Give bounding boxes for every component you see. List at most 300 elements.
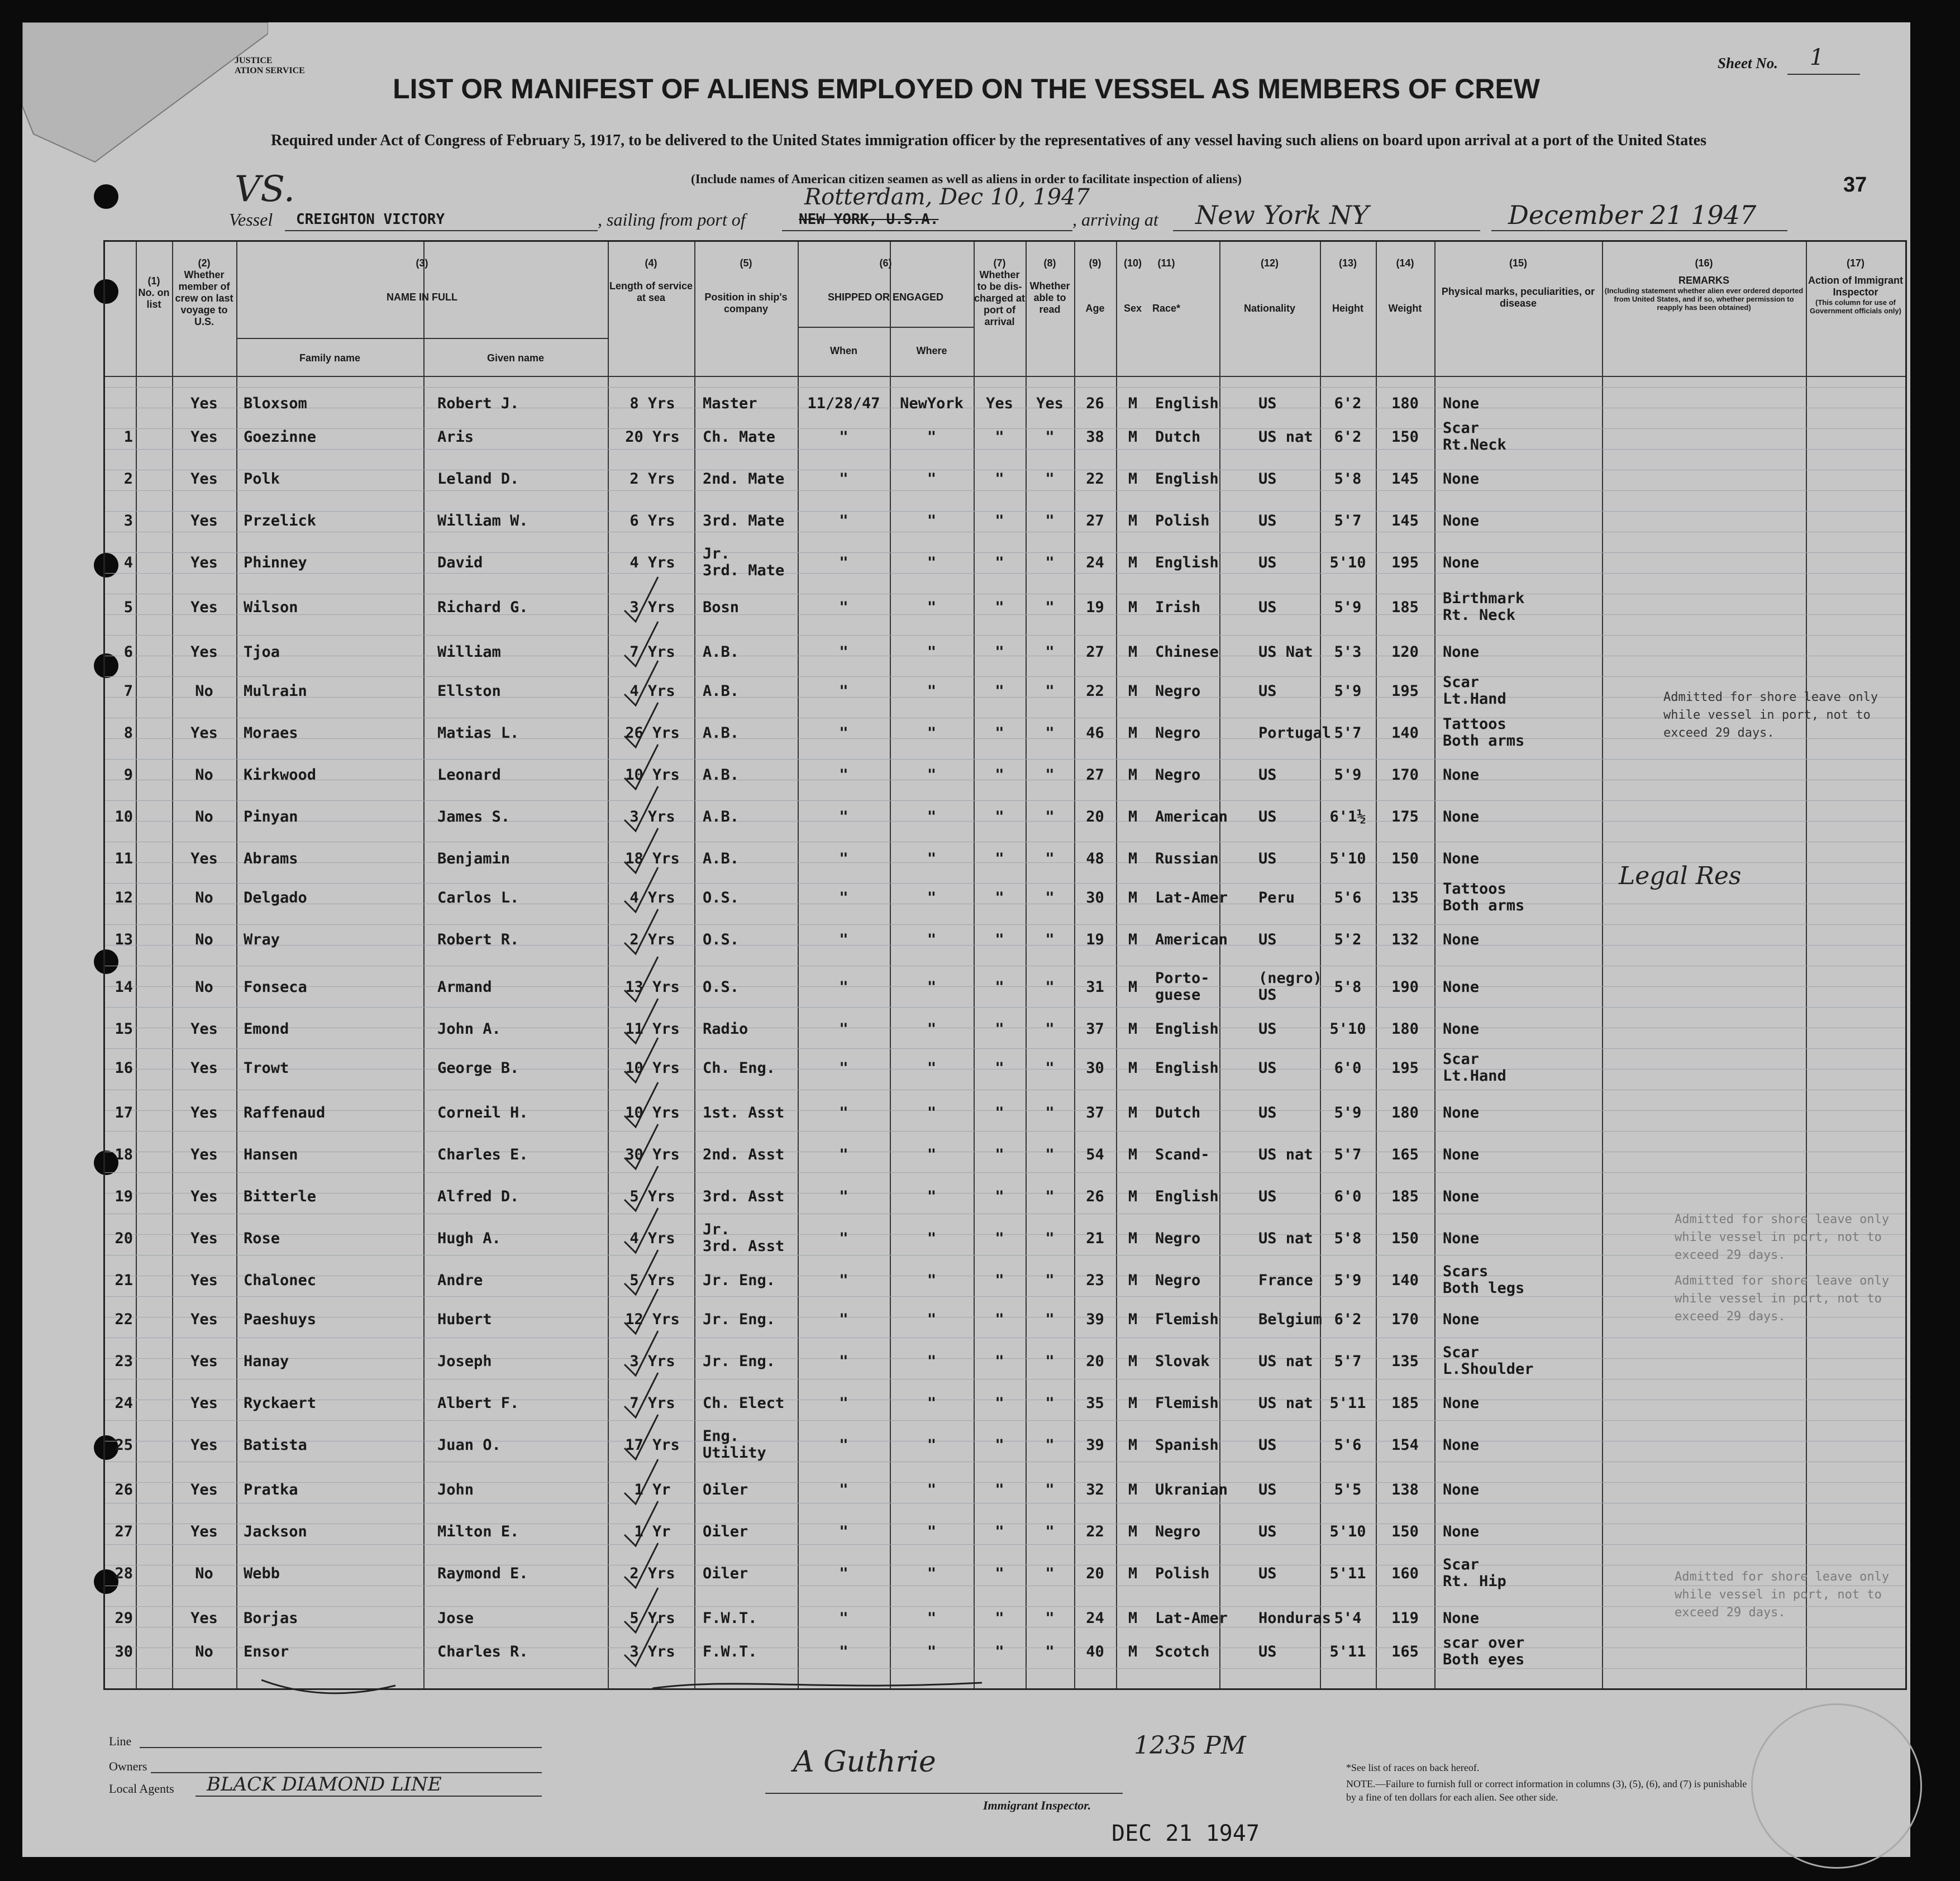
crew-race-cell: Ukranian xyxy=(1155,1481,1228,1498)
check-mark xyxy=(624,1082,658,1127)
crew-service-cell: 2 Yrs xyxy=(630,1565,675,1582)
crew-where-cell: " xyxy=(927,428,937,446)
crew-weight-cell: 138 xyxy=(1391,1481,1419,1498)
crew-marks-cell: Tattoos Both arms xyxy=(1443,715,1525,749)
crew-position-cell: Jr. 3rd. Mate xyxy=(703,545,785,579)
crew-service-cell: 26 Yrs xyxy=(625,724,680,742)
crew-position-cell: F.W.T. xyxy=(703,1643,757,1660)
crew-given-cell: Charles R. xyxy=(437,1643,528,1660)
crew-no-cell: 14 xyxy=(115,978,133,996)
crew-service-cell: 12 Yrs xyxy=(625,1311,680,1328)
crew-race-cell: Scand- xyxy=(1155,1146,1210,1163)
check-mark xyxy=(624,1415,658,1459)
crew-sex-cell: M xyxy=(1128,1395,1138,1412)
crew-nat-cell: US Nat xyxy=(1258,643,1313,661)
crew-weight-cell: 135 xyxy=(1391,889,1419,906)
crew-race-cell: Negro xyxy=(1155,1523,1201,1540)
crew-sex-cell: M xyxy=(1128,766,1138,784)
check-mark xyxy=(624,622,658,666)
crew-voyage-cell: Yes xyxy=(190,554,218,571)
crew-discharged-cell: " xyxy=(995,808,1004,825)
crew-read-cell: " xyxy=(1045,889,1055,906)
inspector-signature: A Guthrie xyxy=(793,1745,936,1779)
crew-sex-cell: M xyxy=(1128,1565,1138,1582)
crew-weight-cell: 195 xyxy=(1391,1059,1419,1077)
crew-marks-cell: None xyxy=(1443,470,1480,488)
crew-no-cell: 26 xyxy=(115,1481,133,1498)
crew-given-cell: Benjamin xyxy=(437,850,511,867)
check-mark xyxy=(624,1621,658,1666)
crew-service-cell: 7 Yrs xyxy=(630,643,675,661)
crew-no-cell: 30 xyxy=(115,1643,133,1660)
crew-where-cell: " xyxy=(927,1353,937,1370)
crew-height-cell: 5'9 xyxy=(1334,1104,1362,1121)
arriving-at: New York NY xyxy=(1195,200,1369,230)
crew-discharged-cell: " xyxy=(995,1610,1004,1627)
crew-nat-cell: US xyxy=(1258,1643,1277,1660)
crew-position-cell: A.B. xyxy=(703,850,740,867)
crew-age-cell: 40 xyxy=(1086,1643,1104,1660)
crew-read-cell: " xyxy=(1045,554,1055,571)
crew-nat-cell: US xyxy=(1258,931,1277,948)
crew-service-cell: 1 Yr xyxy=(634,1523,671,1540)
crew-service-cell: 11 Yrs xyxy=(625,1020,680,1038)
crew-discharged-cell: " xyxy=(995,1353,1004,1370)
crew-given-cell: Leonard xyxy=(437,766,501,784)
crew-read-cell: " xyxy=(1045,1523,1055,1540)
crew-where-cell: " xyxy=(927,1272,937,1289)
check-mark xyxy=(624,1331,658,1376)
crew-height-cell: 5'4 xyxy=(1334,1610,1362,1627)
crew-sex-cell: M xyxy=(1128,1230,1138,1247)
crew-when-cell: " xyxy=(839,512,848,529)
crew-weight-cell: 132 xyxy=(1391,931,1419,948)
crew-marks-cell: None xyxy=(1443,1481,1480,1498)
check-mark xyxy=(624,1501,658,1546)
crew-weight-cell: 175 xyxy=(1391,808,1419,825)
crew-family-cell: Hansen xyxy=(244,1146,298,1163)
crew-given-cell: John xyxy=(437,1481,474,1498)
crew-height-cell: 6'1½ xyxy=(1329,808,1366,825)
crew-no-cell: 12 xyxy=(115,889,133,906)
crew-given-cell: Charles E. xyxy=(437,1146,528,1163)
crew-discharged-cell: " xyxy=(995,470,1004,488)
crew-position-cell: F.W.T. xyxy=(703,1610,757,1627)
crew-voyage-cell: Yes xyxy=(190,1104,218,1121)
crew-read-cell: " xyxy=(1045,1311,1055,1328)
crew-height-cell: 6'2 xyxy=(1334,395,1362,412)
crew-when-cell: " xyxy=(839,554,848,571)
crew-weight-cell: 195 xyxy=(1391,682,1419,700)
col-13-header: (13) Height xyxy=(1332,257,1363,314)
manifest-sheet xyxy=(22,22,1910,1857)
crew-read-cell: " xyxy=(1045,1188,1055,1205)
crew-nat-cell: Portugal xyxy=(1258,724,1332,742)
crew-marks-cell: None xyxy=(1443,1523,1480,1540)
crew-when-cell: " xyxy=(839,850,848,867)
crew-read-cell: " xyxy=(1045,808,1055,825)
col-5-header: (5) Position in ship's company xyxy=(704,257,788,314)
crew-family-cell: Fonseca xyxy=(244,978,307,996)
crew-service-cell: 3 Yrs xyxy=(630,1353,675,1370)
crew-age-cell: 26 xyxy=(1086,395,1104,412)
crew-read-cell: " xyxy=(1045,1230,1055,1247)
crew-age-cell: 22 xyxy=(1086,682,1104,700)
crew-weight-cell: 165 xyxy=(1391,1146,1419,1163)
crew-nat-cell: France xyxy=(1258,1272,1313,1289)
crew-when-cell: " xyxy=(839,1523,848,1540)
crew-sex-cell: M xyxy=(1128,1523,1138,1540)
crew-no-cell: 6 xyxy=(123,643,133,661)
crew-age-cell: 19 xyxy=(1086,599,1104,616)
crew-race-cell: Dutch xyxy=(1155,428,1201,446)
col-2-header: (2) Whether member of crew on last voyage to U.S. xyxy=(175,257,233,327)
crew-age-cell: 35 xyxy=(1086,1395,1104,1412)
crew-service-cell: 10 Yrs xyxy=(625,1104,680,1121)
crew-service-cell: 10 Yrs xyxy=(625,766,680,784)
crew-given-cell: Carlos L. xyxy=(437,889,519,906)
crew-sex-cell: M xyxy=(1128,1610,1138,1627)
crew-given-cell: Juan O. xyxy=(437,1436,501,1454)
col-3-header: (3) NAME IN FULL xyxy=(387,257,457,303)
crew-given-cell: Aris xyxy=(437,428,474,446)
crew-voyage-cell: Yes xyxy=(190,1272,218,1289)
check-mark xyxy=(624,1208,658,1253)
crew-family-cell: Goezinne xyxy=(244,428,317,446)
crew-discharged-cell: " xyxy=(995,1104,1004,1121)
check-mark xyxy=(624,661,658,705)
crew-discharged-cell: Yes xyxy=(986,395,1013,412)
crew-age-cell: 32 xyxy=(1086,1481,1104,1498)
crew-read-cell: " xyxy=(1045,1395,1055,1412)
crew-family-cell: Jackson xyxy=(244,1523,307,1540)
col-8-header: (8) Whether able to read xyxy=(1029,257,1070,315)
subtitle: Required under Act of Congress of February 5, 1917, to be delivered to the United States immigration officer by the representatives of any vessel having such aliens on board upon arrival at a port of the United States xyxy=(271,132,1706,149)
crew-no-cell: 24 xyxy=(115,1395,133,1412)
crew-service-cell: 3 Yrs xyxy=(630,808,675,825)
crew-weight-cell: 185 xyxy=(1391,1188,1419,1205)
crew-weight-cell: 140 xyxy=(1391,724,1419,742)
crew-voyage-cell: No xyxy=(195,889,213,906)
crew-read-cell: " xyxy=(1045,1059,1055,1077)
crew-family-cell: Bitterle xyxy=(244,1188,317,1205)
crew-when-cell: " xyxy=(839,643,848,661)
crew-where-cell: " xyxy=(927,1230,937,1247)
crew-marks-cell: None xyxy=(1443,1311,1480,1328)
crew-no-cell: 19 xyxy=(115,1188,133,1205)
crew-no-cell: 11 xyxy=(115,850,133,867)
check-mark xyxy=(624,1289,658,1334)
crew-when-cell: " xyxy=(839,1059,848,1077)
crew-table xyxy=(103,240,1907,1690)
col-9-header: (9) Age xyxy=(1085,257,1105,314)
crew-no-cell: 17 xyxy=(115,1104,133,1121)
crew-age-cell: 24 xyxy=(1086,554,1104,571)
crew-nat-cell: US xyxy=(1258,1104,1277,1121)
crew-where-cell: " xyxy=(927,643,937,661)
crew-when-cell: " xyxy=(839,766,848,784)
punch-hole xyxy=(94,184,118,209)
crew-position-cell: 2nd. Asst xyxy=(703,1146,785,1163)
col-6b-header: Where xyxy=(916,345,947,356)
crew-race-cell: English xyxy=(1155,1188,1219,1205)
crew-discharged-cell: " xyxy=(995,1436,1004,1454)
crew-discharged-cell: " xyxy=(995,682,1004,700)
crew-race-cell: Dutch xyxy=(1155,1104,1201,1121)
crew-voyage-cell: Yes xyxy=(190,724,218,742)
crew-height-cell: 5'8 xyxy=(1334,470,1362,488)
crew-where-cell: " xyxy=(927,1146,937,1163)
crew-height-cell: 6'2 xyxy=(1334,1311,1362,1328)
crew-no-cell: 10 xyxy=(115,808,133,825)
crew-weight-cell: 150 xyxy=(1391,850,1419,867)
crew-no-cell: 7 xyxy=(123,682,133,700)
crew-service-cell: 2 Yrs xyxy=(630,470,675,488)
crew-marks-cell: None xyxy=(1443,1610,1480,1627)
crew-service-cell: 7 Yrs xyxy=(630,1395,675,1412)
crew-given-cell: Milton E. xyxy=(437,1523,519,1540)
col-16-header: (16) REMARKS (Including statement whether alien ever ordered deported from United States, and if so, whether permission to reapply has been obtained) xyxy=(1604,257,1804,312)
crew-voyage-cell: Yes xyxy=(190,1230,218,1247)
vessel-label: Vessel xyxy=(229,209,273,230)
check-mark xyxy=(624,1373,658,1417)
crew-discharged-cell: " xyxy=(995,1523,1004,1540)
crew-discharged-cell: " xyxy=(995,1188,1004,1205)
crew-race-cell: English xyxy=(1155,554,1219,571)
crew-read-cell: " xyxy=(1045,470,1055,488)
crew-read-cell: " xyxy=(1045,1272,1055,1289)
crew-age-cell: 38 xyxy=(1086,428,1104,446)
crew-family-cell: Webb xyxy=(244,1565,280,1582)
vessel-name: CREIGHTON VICTORY xyxy=(296,211,445,228)
crew-sex-cell: M xyxy=(1128,1311,1138,1328)
check-mark xyxy=(624,1166,658,1211)
crew-where-cell: " xyxy=(927,470,937,488)
crew-race-cell: Irish xyxy=(1155,599,1201,616)
crew-height-cell: 5'10 xyxy=(1329,1523,1366,1540)
col-1-header: (1) No. on list xyxy=(138,275,170,310)
crew-family-cell: Wilson xyxy=(244,599,298,616)
crew-voyage-cell: Yes xyxy=(190,643,218,661)
crew-position-cell: A.B. xyxy=(703,724,740,742)
crew-when-cell: " xyxy=(839,1311,848,1328)
crew-sex-cell: M xyxy=(1128,512,1138,529)
crew-when-cell: " xyxy=(839,682,848,700)
crew-read-cell: " xyxy=(1045,1565,1055,1582)
crew-height-cell: 5'9 xyxy=(1334,766,1362,784)
check-mark xyxy=(624,828,658,873)
sheet-number: 1 xyxy=(1810,45,1824,70)
crew-sex-cell: M xyxy=(1128,1020,1138,1038)
crew-discharged-cell: " xyxy=(995,1020,1004,1038)
crew-sex-cell: M xyxy=(1128,1188,1138,1205)
crew-nat-cell: US nat xyxy=(1258,1353,1313,1370)
col-11-header: (11) Race* xyxy=(1152,257,1181,314)
crew-family-cell: Phinney xyxy=(244,554,307,571)
col-6a-header: When xyxy=(830,345,857,356)
crew-marks-cell: None xyxy=(1443,1146,1480,1163)
crew-height-cell: 5'9 xyxy=(1334,599,1362,616)
crew-age-cell: 39 xyxy=(1086,1311,1104,1328)
crew-service-cell: 5 Yrs xyxy=(630,1610,675,1627)
crew-weight-cell: 180 xyxy=(1391,1104,1419,1121)
date-stamp: DEC 21 1947 xyxy=(1112,1821,1260,1846)
crew-height-cell: 6'0 xyxy=(1334,1059,1362,1077)
crew-read-cell: " xyxy=(1045,1020,1055,1038)
crew-no-cell: 29 xyxy=(115,1610,133,1627)
crew-service-cell: 3 Yrs xyxy=(630,1643,675,1660)
crew-where-cell: " xyxy=(927,512,937,529)
crew-discharged-cell: " xyxy=(995,889,1004,906)
crew-given-cell: James S. xyxy=(437,808,511,825)
crew-weight-cell: 170 xyxy=(1391,766,1419,784)
remark-admitted: Admitted for shore leave only while vessel in port, not to exceed 29 days. xyxy=(1675,1212,1890,1262)
port-struck: NEW YORK, U.S.A. xyxy=(799,211,939,228)
crew-where-cell: " xyxy=(927,724,937,742)
crew-read-cell: " xyxy=(1045,1146,1055,1163)
col-15-header: (15) Physical marks, peculiarities, or disease xyxy=(1441,257,1595,309)
closing-scribble xyxy=(261,1674,988,1697)
crew-sex-cell: M xyxy=(1128,1481,1138,1498)
fine-note: NOTE.—Failure to furnish full or correct information in columns (3), (5), (6), and (7) is punishable by a fine of ten dollars for each alien. See other side. xyxy=(1346,1778,1747,1803)
crew-when-cell: " xyxy=(839,1610,848,1627)
crew-marks-cell: Scar Lt.Hand xyxy=(1443,674,1506,708)
check-mark xyxy=(624,786,658,831)
crew-where-cell: " xyxy=(927,1188,937,1205)
crew-read-cell: " xyxy=(1045,1610,1055,1627)
crew-when-cell: " xyxy=(839,1436,848,1454)
crew-voyage-cell: Yes xyxy=(190,1436,218,1454)
crew-sex-cell: M xyxy=(1128,554,1138,571)
crew-sex-cell: M xyxy=(1128,808,1138,825)
crew-race-cell: English xyxy=(1155,1020,1219,1038)
crew-where-cell: " xyxy=(927,1523,937,1540)
crew-height-cell: 5'7 xyxy=(1334,1146,1362,1163)
crew-position-cell: Eng. Utility xyxy=(703,1428,766,1462)
crew-when-cell: " xyxy=(839,599,848,616)
crew-height-cell: 5'10 xyxy=(1329,850,1366,867)
crew-where-cell: " xyxy=(927,1311,937,1328)
crew-read-cell: " xyxy=(1045,643,1055,661)
subtitle-note: (Include names of American citizen seamen as well as aliens in order to facilitate inspection of aliens) xyxy=(691,172,1242,186)
crew-where-cell: " xyxy=(927,554,937,571)
port-handwritten: Rotterdam, Dec 10, 1947 xyxy=(804,184,1090,210)
inspector-label: Immigrant Inspector. xyxy=(983,1798,1091,1812)
check-mark xyxy=(624,957,658,1001)
crew-position-cell: Oiler xyxy=(703,1565,748,1582)
crew-sex-cell: M xyxy=(1128,1643,1138,1660)
crew-age-cell: 30 xyxy=(1086,1059,1104,1077)
crew-age-cell: 27 xyxy=(1086,766,1104,784)
crew-weight-cell: 195 xyxy=(1391,554,1419,571)
crew-no-cell: 22 xyxy=(115,1311,133,1328)
crew-family-cell: Batista xyxy=(244,1436,307,1454)
crew-position-cell: Oiler xyxy=(703,1523,748,1540)
crew-service-cell: 1 Yr xyxy=(634,1481,671,1498)
crew-sex-cell: M xyxy=(1128,931,1138,948)
crew-given-cell: Hubert xyxy=(437,1311,492,1328)
crew-family-cell: Ryckaert xyxy=(244,1395,317,1412)
crew-discharged-cell: " xyxy=(995,978,1004,996)
crew-no-cell: 27 xyxy=(115,1523,133,1540)
crew-position-cell: O.S. xyxy=(703,931,740,948)
crew-sex-cell: M xyxy=(1128,978,1138,996)
crew-nat-cell: US xyxy=(1258,1523,1277,1540)
crew-where-cell: " xyxy=(927,1395,937,1412)
check-mark xyxy=(624,577,658,622)
crew-position-cell: A.B. xyxy=(703,643,740,661)
crew-discharged-cell: " xyxy=(995,428,1004,446)
page-title: LIST OR MANIFEST OF ALIENS EMPLOYED ON THE VESSEL AS MEMBERS OF CREW xyxy=(393,73,1540,104)
crew-position-cell: Jr. Eng. xyxy=(703,1311,776,1328)
crew-height-cell: 5'7 xyxy=(1334,724,1362,742)
crew-when-cell: " xyxy=(839,1104,848,1121)
crew-age-cell: 27 xyxy=(1086,512,1104,529)
crew-no-cell: 5 xyxy=(123,599,133,616)
crew-nat-cell: US xyxy=(1258,395,1277,412)
crew-position-cell: 3rd. Mate xyxy=(703,512,785,529)
check-mark xyxy=(624,1124,658,1169)
crew-weight-cell: 150 xyxy=(1391,1230,1419,1247)
crew-weight-cell: 180 xyxy=(1391,395,1419,412)
crew-voyage-cell: Yes xyxy=(190,1523,218,1540)
crew-where-cell: " xyxy=(927,889,937,906)
check-mark xyxy=(624,1459,658,1504)
crew-service-cell: 3 Yrs xyxy=(630,599,675,616)
agents-value: BLACK DIAMOND LINE xyxy=(207,1773,442,1796)
crew-voyage-cell: No xyxy=(195,766,213,784)
crew-nat-cell: US xyxy=(1258,470,1277,488)
crew-family-cell: Przelick xyxy=(244,512,317,529)
crew-position-cell: Master xyxy=(703,395,757,412)
crew-given-cell: Jose xyxy=(437,1610,474,1627)
check-mark xyxy=(624,1543,658,1588)
crew-family-cell: Abrams xyxy=(244,850,298,867)
crew-marks-cell: None xyxy=(1443,850,1480,867)
crew-no-cell: 9 xyxy=(123,766,133,784)
crew-height-cell: 6'0 xyxy=(1334,1188,1362,1205)
crew-when-cell: " xyxy=(839,1272,848,1289)
crew-service-cell: 30 Yrs xyxy=(625,1146,680,1163)
check-mark xyxy=(624,909,658,954)
crew-read-cell: " xyxy=(1045,1436,1055,1454)
crew-position-cell: 1st. Asst xyxy=(703,1104,785,1121)
crew-voyage-cell: No xyxy=(195,1643,213,1660)
crew-sex-cell: M xyxy=(1128,724,1138,742)
crew-marks-cell: None xyxy=(1443,1230,1480,1247)
crew-weight-cell: 145 xyxy=(1391,512,1419,529)
crew-family-cell: Pinyan xyxy=(244,808,298,825)
crew-nat-cell: US xyxy=(1258,599,1277,616)
crew-weight-cell: 150 xyxy=(1391,1523,1419,1540)
crew-sex-cell: M xyxy=(1128,1436,1138,1454)
crew-race-cell: English xyxy=(1155,395,1219,412)
crew-race-cell: Polish xyxy=(1155,1565,1210,1582)
crew-height-cell: 5'11 xyxy=(1329,1643,1366,1660)
crew-discharged-cell: " xyxy=(995,512,1004,529)
crew-voyage-cell: No xyxy=(195,978,213,996)
crew-family-cell: Polk xyxy=(244,470,280,488)
crew-sex-cell: M xyxy=(1128,1272,1138,1289)
crew-given-cell: Richard G. xyxy=(437,599,528,616)
crew-position-cell: 2nd. Mate xyxy=(703,470,785,488)
crew-given-cell: Albert F. xyxy=(437,1395,519,1412)
crew-race-cell: Chinese xyxy=(1155,643,1219,661)
crew-voyage-cell: Yes xyxy=(190,1311,218,1328)
crew-no-cell: 13 xyxy=(115,931,133,948)
crew-weight-cell: 135 xyxy=(1391,1353,1419,1370)
crew-where-cell: " xyxy=(927,1059,937,1077)
